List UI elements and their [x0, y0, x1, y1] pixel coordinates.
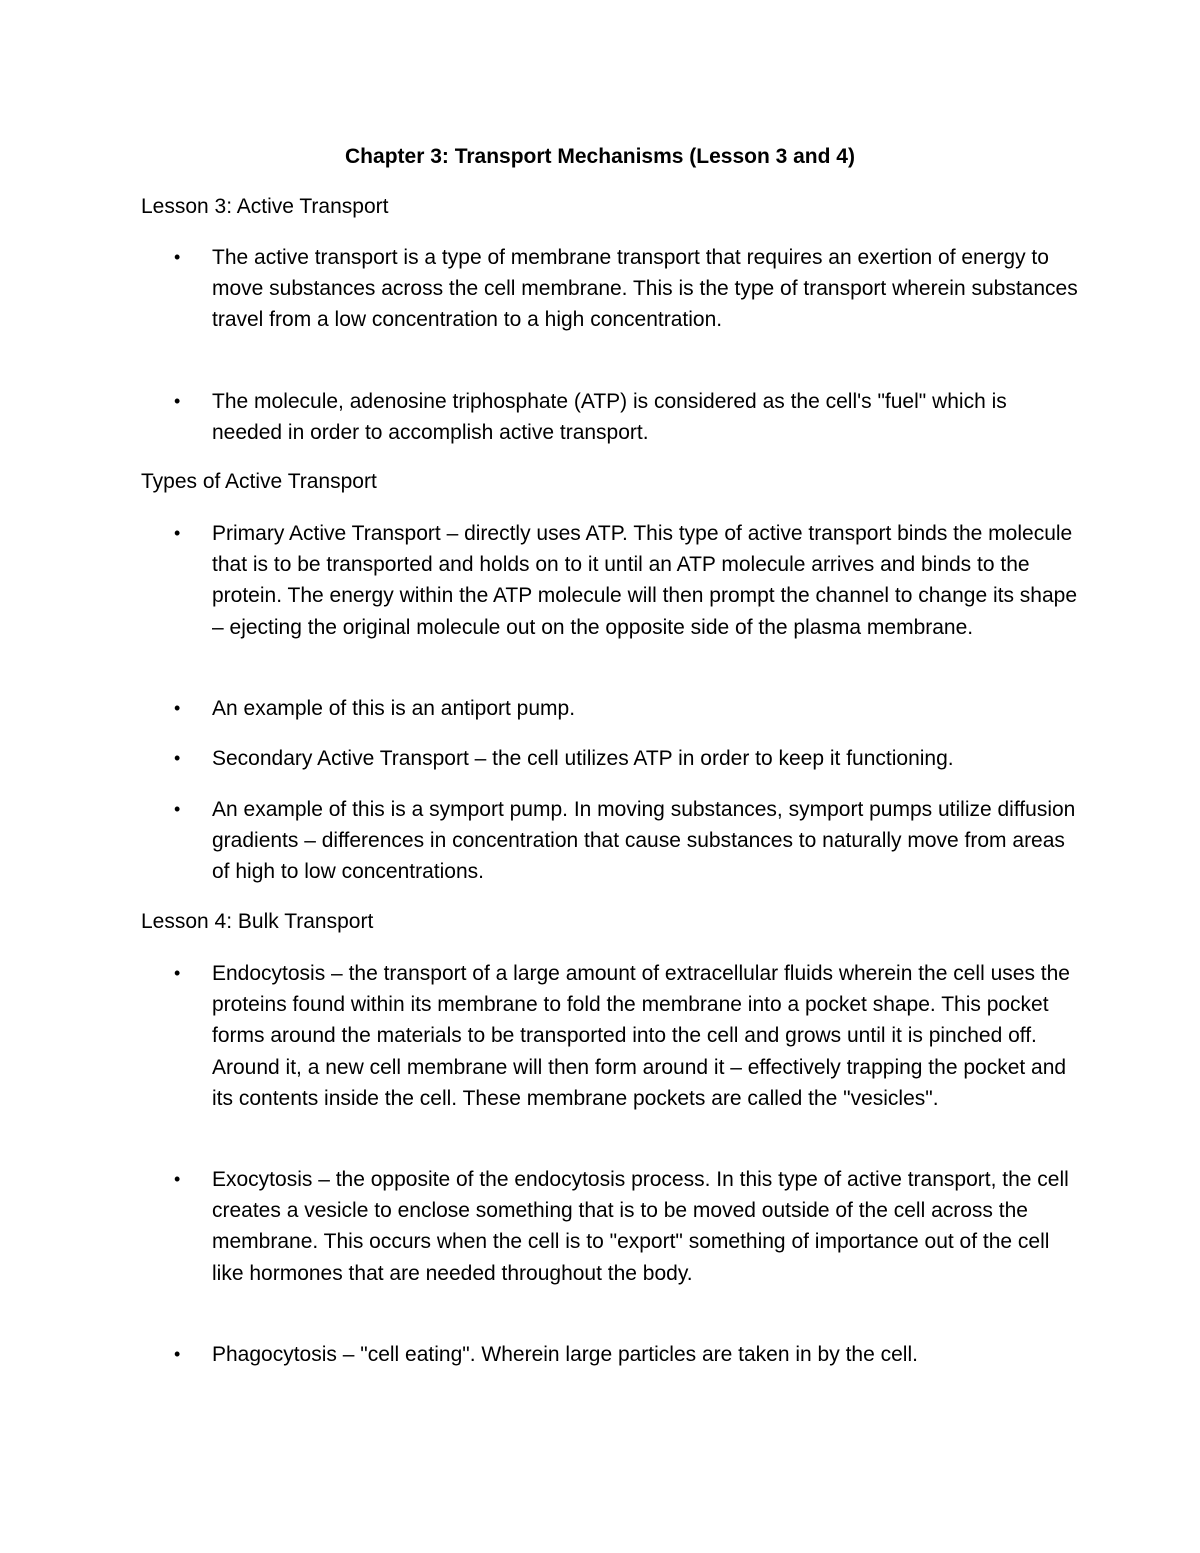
section-heading-lesson-4: Lesson 4: Bulk Transport: [141, 910, 374, 933]
list-item: [141, 386, 1081, 448]
bullet-icon: •: [174, 748, 181, 768]
list-item: [141, 1339, 1081, 1370]
page-title: Chapter 3: Transport Mechanisms (Lesson 3 and 4): [345, 145, 855, 168]
list-item: [141, 958, 1081, 1114]
list-item: [141, 1164, 1081, 1289]
list-item-text: Endocytosis – the transport of a large amount of extracellular fluids wherein the cell uses the proteins found within its membrane to fold the membrane into a pocket shape. This pocket forms around the materials to be transported into the cell and grows until it is pinched off. Around it, a new cell membrane will then form around it – effectively trapping the pocket and its contents inside the cell. These membrane pockets are called the "vesicles".: [212, 962, 1070, 1110]
list-item: [141, 794, 1081, 888]
list-item-text: The active transport is a type of membrane transport that requires an exertion of energy to move substances across the cell membrane. This is the type of transport wherein substances travel from a low concentration to a high concentration.: [212, 246, 1078, 332]
bullet-icon: •: [174, 963, 181, 983]
bullet-icon: •: [174, 1169, 181, 1189]
list-item-text: Phagocytosis – "cell eating". Wherein large particles are taken in by the cell.: [212, 1343, 918, 1366]
list-item: [141, 693, 1081, 724]
section-heading-types: Types of Active Transport: [141, 470, 377, 493]
list-item: [141, 242, 1081, 336]
section-heading-lesson-3: Lesson 3: Active Transport: [141, 195, 389, 218]
list-item-text: Primary Active Transport – directly uses ATP. This type of active transport binds the molecule that is to be transported and holds on to it until an ATP molecule arrives and binds to the protein. The energy within the ATP molecule will then prompt the channel to change its shape – ejecting the original molecule out on the opposite side of the plasma membrane.: [212, 522, 1078, 639]
list-item-text: An example of this is an antiport pump.: [212, 697, 576, 720]
list-item-text: Exocytosis – the opposite of the endocytosis process. In this type of active transport, the cell creates a vesicle to enclose something that is to be moved outside of the cell across the membrane. This occurs when the cell is to "export" something of importance out of the cell like hormones that are needed throughout the body.: [212, 1168, 1069, 1285]
list-item-text: Secondary Active Transport – the cell utilizes ATP in order to keep it functioning.: [212, 747, 954, 770]
list-item: [141, 518, 1081, 643]
bullet-icon: •: [174, 698, 181, 718]
list-item: [141, 743, 1081, 774]
bullet-icon: •: [174, 799, 181, 819]
list-item-text: An example of this is a symport pump. In moving substances, symport pumps utilize diffusion gradients – differences in concentration that cause substances to naturally move from areas of high to low concentrations.: [212, 798, 1076, 884]
bullet-icon: •: [174, 247, 181, 267]
bullet-icon: •: [174, 523, 181, 543]
bullet-icon: •: [174, 1344, 181, 1364]
list-item-text: The molecule, adenosine triphosphate (ATP) is considered as the cell's "fuel" which is needed in order to accomplish active transport.: [212, 390, 1007, 445]
bullet-icon: •: [174, 391, 181, 411]
